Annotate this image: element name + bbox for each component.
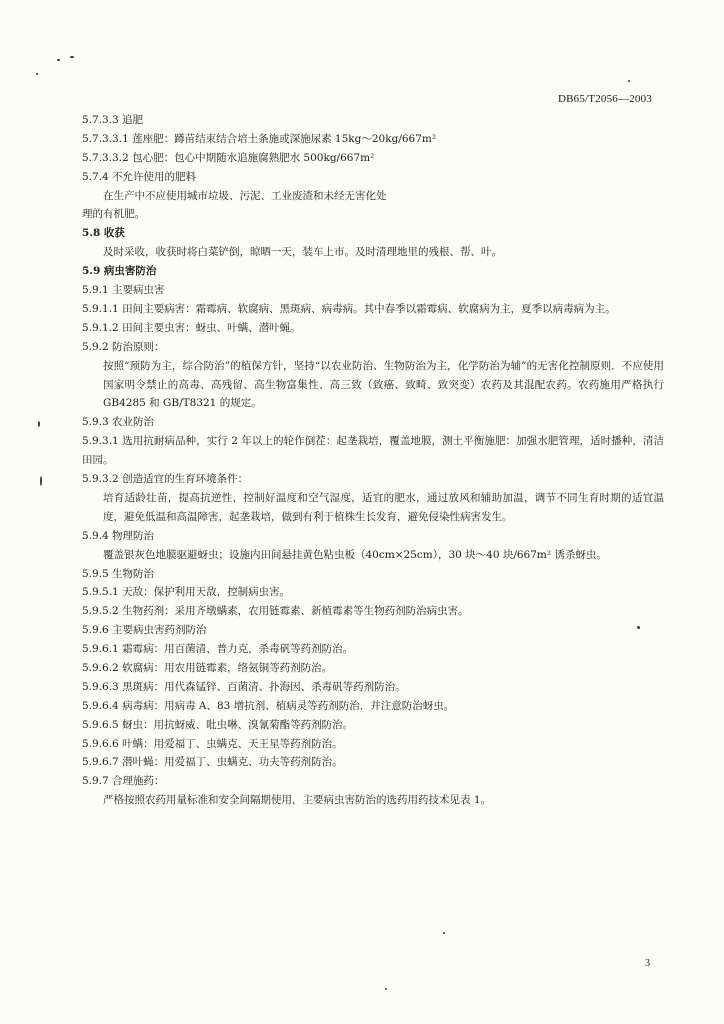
text-line: 按照“预防为主，综合防治”的植保方针，坚持“以农业防治、生物防治为主，化学防治为辅”的无害化控制原则．不应使用国家明令禁止的高毒、高残留、高生物富集性、高三致（致癌、致畸、致突变）农药及其混配农药。农药施用严格执行 GB4285 和 GB/T8321 的规定。: [103, 359, 664, 410]
text-line: 5.9.3.1 选用抗耐病品种，实行 2 年以上的轮作倒茬：起垄栽培，覆盖地膜，测土平衡施肥：加强水肥管理，适时播种，清洁田园。: [82, 435, 664, 467]
scan-speck: [637, 626, 640, 629]
text-line: 5.9.2 防治原则：: [82, 340, 165, 353]
text-line: 5.9.1 主要病虫害: [82, 284, 165, 297]
text-line: 5.9.4 物理防治: [82, 529, 155, 542]
scan-speck: [443, 932, 445, 934]
text-line: 5.7.4 不允许使用的肥料: [82, 170, 197, 183]
text-line: 5.9.7 合理施药：: [82, 775, 165, 788]
text-line: 严格按照农药用量标准和安全间隔期使用，主要病虫害防治的选药用药技术见表 1。: [103, 794, 492, 807]
text-line: 5.7.3.3.2 包心肥：包心中期随水追施腐熟肥水 500kg/667m²: [82, 151, 375, 164]
text-line: 5.9.1.1 田间主要病害：霜霉病、软腐病、黑斑病、病毒病。其中春季以霜霉病、软腐病为主，夏季以病毒病为主。: [82, 302, 616, 315]
text-line: 在生产中不应使用城市垃圾、污泥、工业废渣和未经无害化处: [103, 189, 387, 202]
scan-speck: [38, 421, 40, 427]
text-line: 5.9.6.2 软腐病：用农用链霉素，络氨铜等药剂防治。: [82, 661, 333, 674]
text-line: 5.7.3.3 追肥: [82, 114, 144, 126]
text-line: 5.9.5.2 生物药剂：采用齐墩螨素，农用链霉素、新植霉素等生物药剂防治病虫害。: [82, 605, 469, 618]
text-line: 5.9.6.6 叶螨：用爱福丁、虫螨克、天王星等药剂防治。: [82, 737, 343, 750]
scan-speck: [385, 988, 387, 990]
text-line: 5.9.5 生物防治: [82, 567, 155, 580]
text-line: 5.9.3.2 创造适宜的生育环境条件：: [82, 473, 249, 486]
scan-speck: [40, 476, 42, 486]
text-line: 5.7.3.3.1 莲座肥：蹲苗结束结合培土条施或深施尿素 15kg～20kg/667m²: [82, 132, 437, 145]
text-line: 5.9.6.7 潜叶蝇：用爱福丁、虫螨克、功夫等药剂防治。: [82, 756, 343, 769]
scan-speck: [628, 80, 630, 82]
text-line: 理的有机肥。: [82, 208, 145, 221]
text-line: 5.8 收获: [82, 227, 125, 240]
text-line: 及时采收，收获时将白菜铲倒，晾晒一天，装车上市。及时清理地里的残根、帮、叶。: [103, 246, 502, 259]
scan-speck: [36, 73, 38, 75]
text-line: 5.9.1.2 田间主要虫害：蚜虫、叶螨、潜叶蝇。: [82, 321, 301, 334]
scan-speck: [70, 56, 74, 58]
page-number: 3: [645, 958, 650, 969]
text-line: 5.9.6.1 霜霉病：用百菌清、普力克，杀毒矾等药剂防治。: [82, 643, 354, 656]
text-line: 5.9.6.5 蚜虫：用抗蚜威、吡虫啉、溴氰菊酯等药剂防治。: [82, 718, 354, 731]
text-line: 5.9.5.1 天敌：保护利用天敌，控制病虫害。: [82, 586, 291, 599]
text-line: 培育适龄壮苗，提高抗逆性，控制好温度和空气湿度，适宜的肥水，通过放风和辅助加温，调节不同生育时期的适宜温度，避免低温和高温障害，起垄栽培，做到有利于植株生长发育，避免侵染性病害发生。: [103, 491, 664, 523]
document-body: [82, 111, 664, 810]
text-line: 5.9 病虫害防治: [82, 265, 157, 278]
text-line: 5.9.6.3 黑斑病：用代森锰锌、百菌清、扑海因、杀毒矾等药剂防治。: [82, 680, 406, 693]
text-line: 5.9.6.4 病毒病：用病毒 A、83 增抗剂、植病灵等药剂防治．并注意防治蚜虫。: [82, 699, 455, 712]
page-header-code: DB65/T2056—2003: [557, 93, 652, 105]
text-line: 覆盖银灰色地膜驱避蚜虫；设施内田间悬挂黄色粘虫板（40cm×25cm），30 块～40 块/667m² 诱杀蚜虫。: [103, 548, 607, 561]
scan-speck: [57, 59, 60, 61]
text-line: 5.9.3 农业防治: [82, 416, 155, 429]
text-line: 5.9.6 主要病虫害药剂防治: [82, 624, 207, 637]
